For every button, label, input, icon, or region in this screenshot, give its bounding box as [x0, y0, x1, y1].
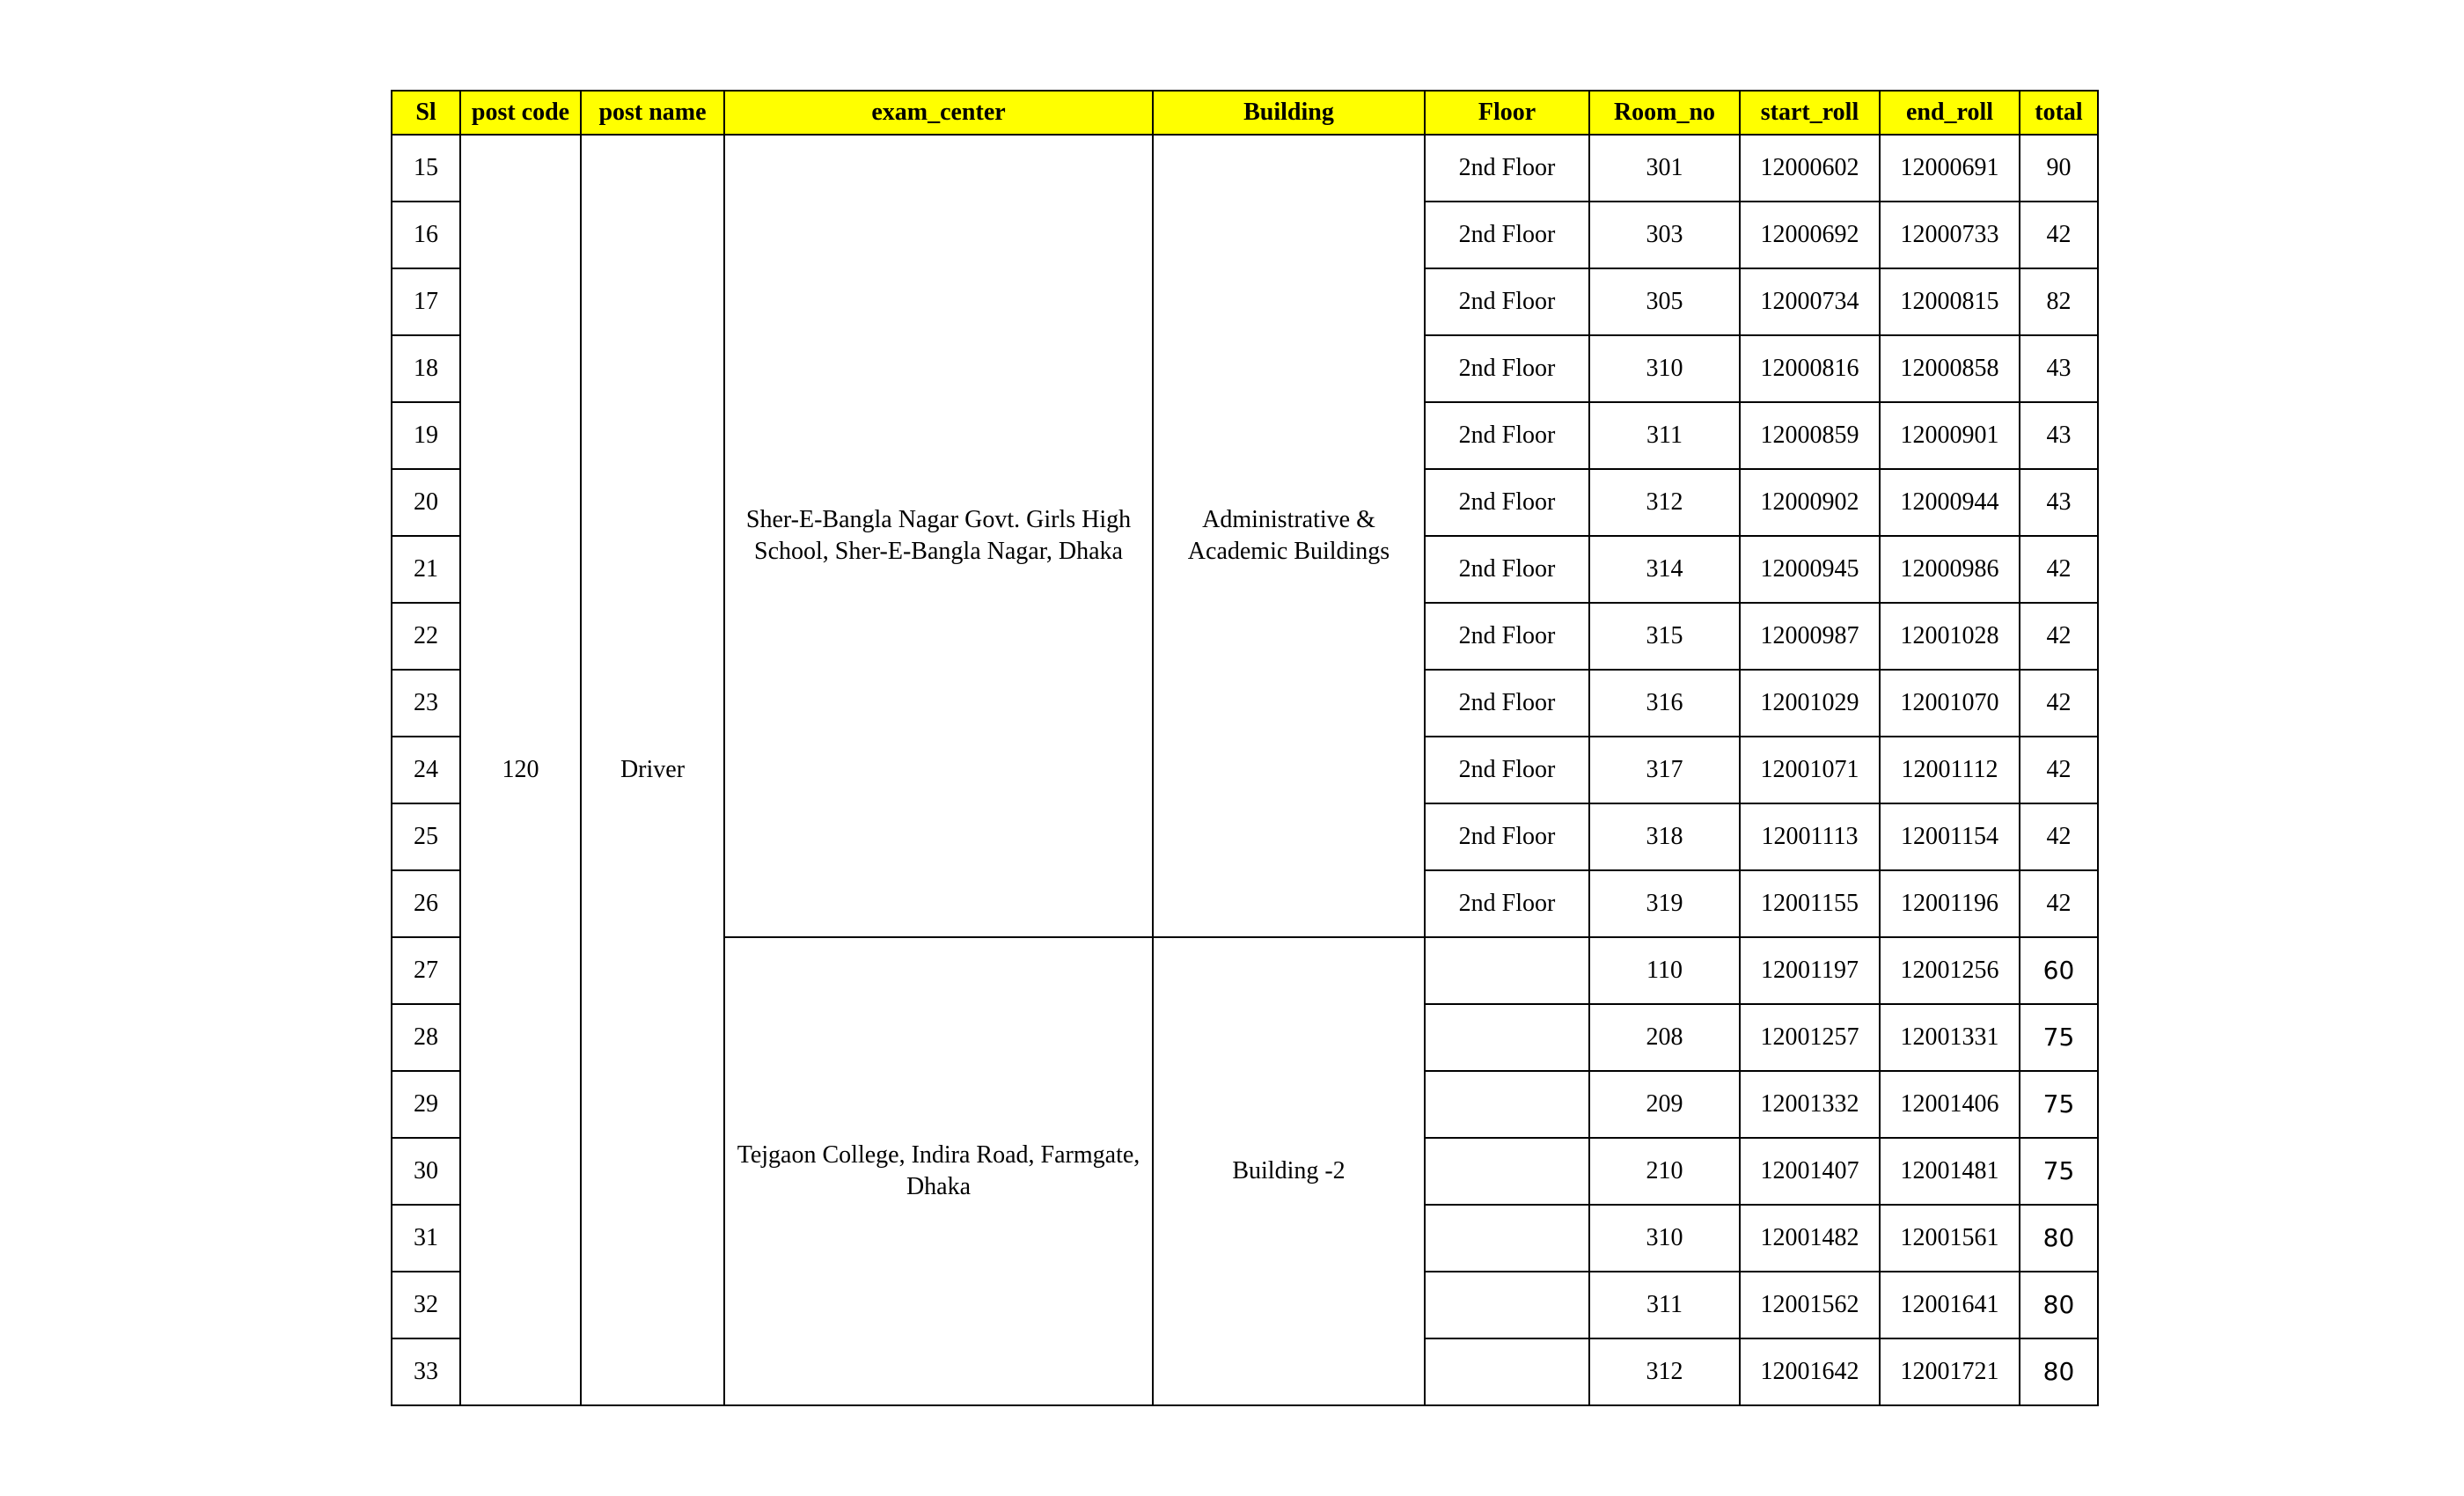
table-header-row — [392, 91, 2098, 135]
cell-total: 90 — [2020, 135, 2098, 202]
header-room-no: Room_no — [1589, 91, 1740, 135]
cell-end-roll: 12001561 — [1880, 1205, 2020, 1272]
cell-start-roll: 12001029 — [1740, 670, 1880, 737]
cell-sl: 17 — [392, 268, 460, 335]
cell-total: 42 — [2020, 803, 2098, 870]
cell-sl: 30 — [392, 1138, 460, 1205]
cell-sl: 33 — [392, 1338, 460, 1405]
cell-post-code: 120 — [460, 135, 581, 1405]
cell-end-roll: 12001070 — [1880, 670, 2020, 737]
cell-sl: 15 — [392, 135, 460, 202]
cell-floor: 2nd Floor — [1425, 135, 1589, 202]
cell-start-roll: 12001642 — [1740, 1338, 1880, 1405]
cell-end-roll: 12001154 — [1880, 803, 2020, 870]
cell-sl: 32 — [392, 1272, 460, 1338]
cell-room-no: 210 — [1589, 1138, 1740, 1205]
cell-start-roll: 12000902 — [1740, 469, 1880, 536]
cell-end-roll: 12001196 — [1880, 870, 2020, 937]
cell-start-roll: 12000987 — [1740, 603, 1880, 670]
cell-room-no: 301 — [1589, 135, 1740, 202]
cell-sl: 28 — [392, 1004, 460, 1071]
cell-start-roll: 12000734 — [1740, 268, 1880, 335]
cell-total: 42 — [2020, 670, 2098, 737]
cell-total: 60 — [2020, 937, 2098, 1004]
seat-plan-table — [391, 90, 2099, 1406]
header-building: Building — [1153, 91, 1425, 135]
cell-start-roll: 12000859 — [1740, 402, 1880, 469]
header-exam-center: exam_center — [724, 91, 1153, 135]
cell-room-no: 315 — [1589, 603, 1740, 670]
cell-room-no: 310 — [1589, 1205, 1740, 1272]
cell-floor — [1425, 1004, 1589, 1071]
cell-floor: 2nd Floor — [1425, 402, 1589, 469]
table-body — [392, 135, 2098, 1405]
cell-end-roll: 12001028 — [1880, 603, 2020, 670]
cell-floor: 2nd Floor — [1425, 536, 1589, 603]
cell-sl: 20 — [392, 469, 460, 536]
cell-room-no: 110 — [1589, 937, 1740, 1004]
cell-sl: 16 — [392, 202, 460, 268]
header-total: total — [2020, 91, 2098, 135]
header-floor: Floor — [1425, 91, 1589, 135]
cell-total: 80 — [2020, 1272, 2098, 1338]
cell-end-roll: 12001112 — [1880, 737, 2020, 803]
cell-floor — [1425, 1272, 1589, 1338]
cell-start-roll: 12001257 — [1740, 1004, 1880, 1071]
cell-start-roll: 12000945 — [1740, 536, 1880, 603]
table-row — [392, 135, 2098, 202]
cell-total: 80 — [2020, 1338, 2098, 1405]
cell-end-roll: 12000733 — [1880, 202, 2020, 268]
cell-sl: 25 — [392, 803, 460, 870]
cell-room-no: 312 — [1589, 469, 1740, 536]
cell-start-roll: 12001071 — [1740, 737, 1880, 803]
cell-end-roll: 12001641 — [1880, 1272, 2020, 1338]
cell-total: 43 — [2020, 402, 2098, 469]
document-page — [391, 90, 2099, 1406]
cell-end-roll: 12001331 — [1880, 1004, 2020, 1071]
cell-total: 42 — [2020, 603, 2098, 670]
cell-floor: 2nd Floor — [1425, 803, 1589, 870]
cell-building: Building -2 — [1153, 937, 1425, 1405]
cell-start-roll: 12001562 — [1740, 1272, 1880, 1338]
cell-floor: 2nd Floor — [1425, 202, 1589, 268]
cell-total: 80 — [2020, 1205, 2098, 1272]
cell-room-no: 208 — [1589, 1004, 1740, 1071]
cell-sl: 19 — [392, 402, 460, 469]
cell-total: 75 — [2020, 1071, 2098, 1138]
cell-total: 42 — [2020, 870, 2098, 937]
cell-floor: 2nd Floor — [1425, 870, 1589, 937]
cell-total: 42 — [2020, 737, 2098, 803]
cell-start-roll: 12000816 — [1740, 335, 1880, 402]
header-post-code: post code — [460, 91, 581, 135]
cell-building: Administrative & Academic Buildings — [1153, 135, 1425, 937]
cell-floor — [1425, 937, 1589, 1004]
cell-start-roll: 12001155 — [1740, 870, 1880, 937]
cell-room-no: 316 — [1589, 670, 1740, 737]
cell-total: 42 — [2020, 536, 2098, 603]
cell-sl: 22 — [392, 603, 460, 670]
cell-start-roll: 12000602 — [1740, 135, 1880, 202]
cell-end-roll: 12001721 — [1880, 1338, 2020, 1405]
cell-total: 42 — [2020, 202, 2098, 268]
cell-room-no: 311 — [1589, 1272, 1740, 1338]
cell-sl: 31 — [392, 1205, 460, 1272]
cell-room-no: 318 — [1589, 803, 1740, 870]
cell-start-roll: 12001197 — [1740, 937, 1880, 1004]
cell-room-no: 314 — [1589, 536, 1740, 603]
cell-floor — [1425, 1338, 1589, 1405]
cell-floor: 2nd Floor — [1425, 335, 1589, 402]
cell-sl: 29 — [392, 1071, 460, 1138]
cell-sl: 18 — [392, 335, 460, 402]
cell-post-name: Driver — [581, 135, 724, 1405]
cell-end-roll: 12000944 — [1880, 469, 2020, 536]
cell-end-roll: 12000986 — [1880, 536, 2020, 603]
cell-floor: 2nd Floor — [1425, 737, 1589, 803]
cell-end-roll: 12000901 — [1880, 402, 2020, 469]
cell-sl: 23 — [392, 670, 460, 737]
cell-end-roll: 12000815 — [1880, 268, 2020, 335]
header-sl: Sl — [392, 91, 460, 135]
cell-floor: 2nd Floor — [1425, 268, 1589, 335]
cell-sl: 27 — [392, 937, 460, 1004]
cell-floor — [1425, 1071, 1589, 1138]
cell-total: 43 — [2020, 335, 2098, 402]
header-start-roll: start_roll — [1740, 91, 1880, 135]
cell-total: 75 — [2020, 1004, 2098, 1071]
cell-end-roll: 12001256 — [1880, 937, 2020, 1004]
cell-exam-center: Sher-E-Bangla Nagar Govt. Girls High School, Sher-E-Bangla Nagar, Dhaka — [724, 135, 1153, 937]
cell-sl: 21 — [392, 536, 460, 603]
cell-total: 82 — [2020, 268, 2098, 335]
cell-room-no: 310 — [1589, 335, 1740, 402]
cell-end-roll: 12000691 — [1880, 135, 2020, 202]
cell-total: 43 — [2020, 469, 2098, 536]
cell-room-no: 305 — [1589, 268, 1740, 335]
cell-floor — [1425, 1205, 1589, 1272]
cell-total: 75 — [2020, 1138, 2098, 1205]
cell-start-roll: 12001332 — [1740, 1071, 1880, 1138]
cell-room-no: 319 — [1589, 870, 1740, 937]
cell-sl: 24 — [392, 737, 460, 803]
header-end-roll: end_roll — [1880, 91, 2020, 135]
header-post-name: post name — [581, 91, 724, 135]
cell-end-roll: 12000858 — [1880, 335, 2020, 402]
cell-start-roll: 12001113 — [1740, 803, 1880, 870]
cell-room-no: 303 — [1589, 202, 1740, 268]
cell-sl: 26 — [392, 870, 460, 937]
cell-floor — [1425, 1138, 1589, 1205]
cell-room-no: 311 — [1589, 402, 1740, 469]
cell-start-roll: 12001407 — [1740, 1138, 1880, 1205]
cell-start-roll: 12001482 — [1740, 1205, 1880, 1272]
cell-room-no: 317 — [1589, 737, 1740, 803]
cell-room-no: 209 — [1589, 1071, 1740, 1138]
cell-end-roll: 12001481 — [1880, 1138, 2020, 1205]
cell-floor: 2nd Floor — [1425, 469, 1589, 536]
cell-floor: 2nd Floor — [1425, 603, 1589, 670]
cell-exam-center: Tejgaon College, Indira Road, Farmgate, Dhaka — [724, 937, 1153, 1405]
cell-end-roll: 12001406 — [1880, 1071, 2020, 1138]
cell-floor: 2nd Floor — [1425, 670, 1589, 737]
cell-room-no: 312 — [1589, 1338, 1740, 1405]
cell-start-roll: 12000692 — [1740, 202, 1880, 268]
